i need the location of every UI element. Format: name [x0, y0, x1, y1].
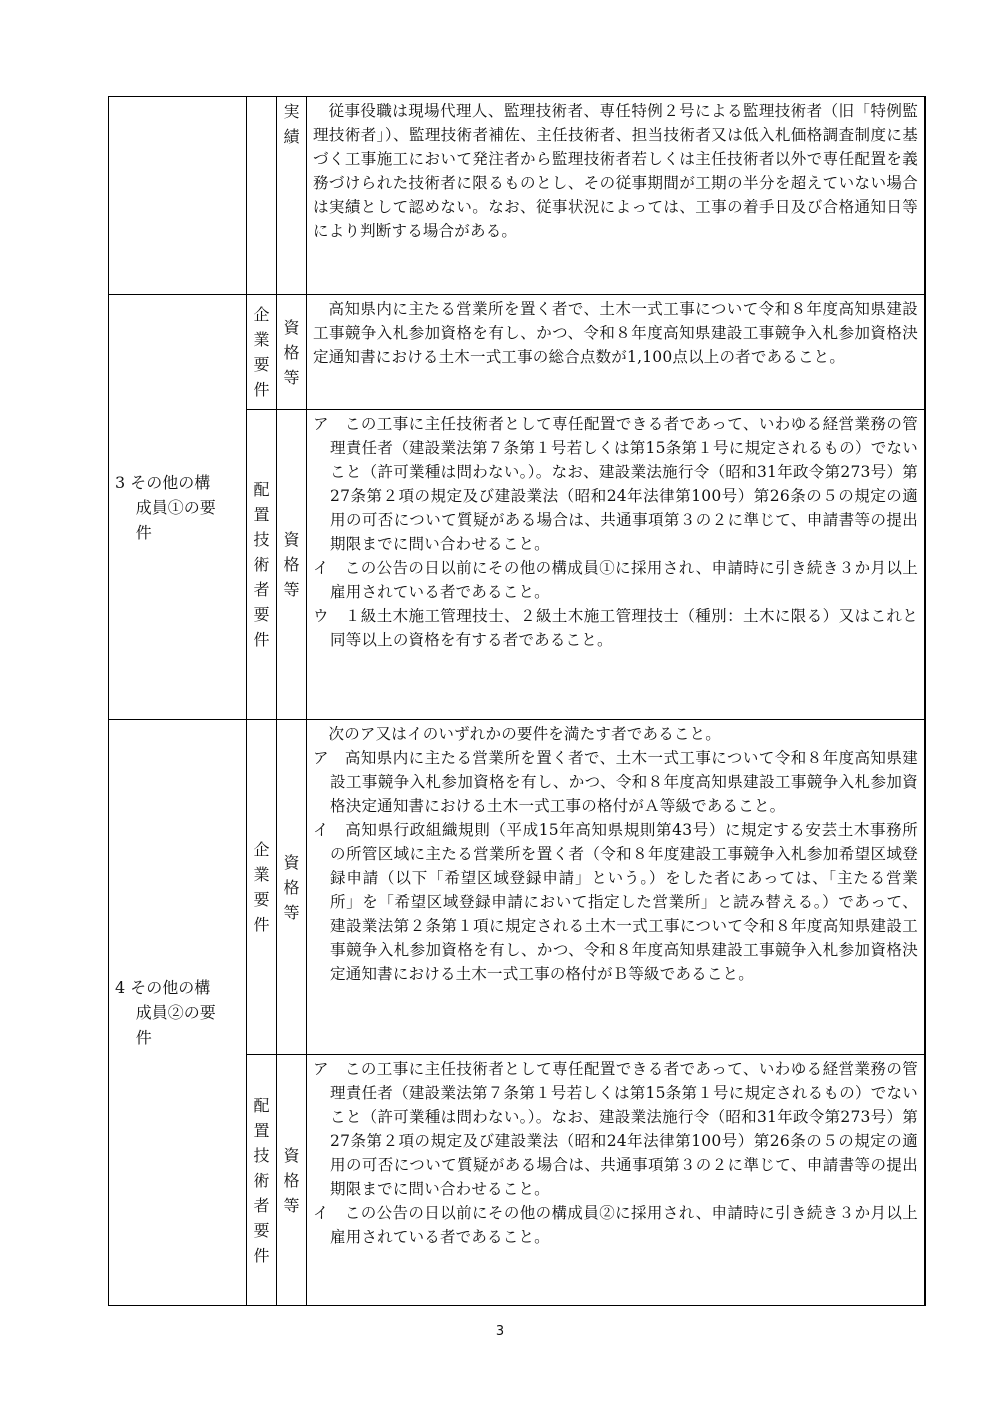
section3-engineer-text-cell — [306, 409, 926, 719]
section3-engineer-item-u: ウ １級土木施工管理技士、２級土木施工管理技士（種別：土木に限る）又はこれと同等以上の資格を有する者であること。 — [313, 607, 918, 649]
section4-engineer-text-cell — [306, 1054, 926, 1306]
section3-engineer-label: 配 置 技 術 者 要 件 — [246, 409, 276, 719]
section4-company-item-a: ア 高知県内に主たる営業所を置く者で、土木一式工事について令和８年度高知県建設工事競争入札参加資格を有し、かつ、令和８年度高知県建設工事競争入札参加資格決定通知書における土木一式工事の格付がＡ等級であること。 — [313, 749, 918, 815]
section4-company-sublabel: 資 格 等 — [276, 719, 306, 1054]
section4-company-text-cell — [306, 719, 926, 1054]
section4-engineer-sublabel: 資 格 等 — [276, 1054, 306, 1306]
jisseki-text: 従事役職は現場代理人、監理技術者、専任特例２号による監理技術者（旧「特例監理技術者」）、監理技術者補佐、主任技術者、担当技術者又は低入札価格調査制度に基づく工事施工において発注者から監理技術者若しくは主任技術者以外で専任配置を義務づけられた技術者に限るものとし、その従事期間が工期の半分を超えていない場合は実績として認めない。なお、従事状況によっては、工事の着手日及び合格通知日等により判断する場合がある。 — [313, 102, 918, 240]
page-number: 3 — [495, 1324, 505, 1339]
section3-company-text: 高知県内に主たる営業所を置く者で、土木一式工事について令和８年度高知県建設工事競争入札参加資格を有し、かつ、令和８年度高知県建設工事競争入札参加資格決定通知書における土木一式工事の総合点数が1,100点以上の者であること。 — [313, 300, 918, 366]
section4-engineer-item-a: ア この工事に主任技術者として専任配置できる者であって、いわゆる経営業務の管理責任者（建設業法第７条第１号若しくは第15条第１号に規定されるもの）でないこと（許可業種は問わない。）。なお、建設業法施行令（昭和31年政令第273号）第27条第２項の規定及び建設業法（昭和24年法律第100号）第26条の５の規定の適用の可否について質疑がある場合は、共通事項第３の２に準じて、申請書等の提出期限までに問い合わせること。 — [313, 1060, 918, 1198]
section3-company-sublabel: 資 格 等 — [276, 294, 306, 409]
section4-engineer-label: 配 置 技 術 者 要 件 — [246, 1054, 276, 1306]
jisseki-text-cell — [306, 96, 926, 294]
section3-company-text-cell — [306, 294, 926, 409]
requirements-table — [108, 96, 926, 1306]
section3-engineer-sublabel: 資 格 等 — [276, 409, 306, 719]
section-label-empty — [108, 96, 246, 294]
category-label-empty — [246, 96, 276, 294]
section4-engineer-item-i: イ この公告の日以前にその他の構成員②に採用され、申請時に引き続き３か月以上雇用されている者であること。 — [313, 1204, 918, 1246]
section3-engineer-item-i: イ この公告の日以前にその他の構成員①に採用され、申請時に引き続き３か月以上雇用されている者であること。 — [313, 559, 918, 601]
section3-engineer-item-a: ア この工事に主任技術者として専任配置できる者であって、いわゆる経営業務の管理責任者（建設業法第７条第１号若しくは第15条第１号に規定されるもの）でないこと（許可業種は問わない。）。なお、建設業法施行令（昭和31年政令第273号）第27条第２項の規定及び建設業法（昭和24年法律第100号）第26条の５の規定の適用の可否について質疑がある場合は、共通事項第３の２に準じて、申請書等の提出期限までに問い合わせること。 — [313, 415, 918, 553]
section4-company-label: 企 業 要 件 — [246, 719, 276, 1054]
section4-company-item-i: イ 高知県行政組織規則（平成15年高知県規則第43号）に規定する安芸土木事務所の所管区域に主たる営業所を置く者（令和８年度建設工事競争入札参加希望区域登録申請（以下「希望区域登録申請」という。）をした者にあっては、「主たる営業所」を「希望区域登録申請において指定した営業所」と読み替える。）であって、建設業法第２条第１項に規定される土木一式工事について令和８年度高知県建設工事競争入札参加資格を有し、かつ、令和８年度高知県建設工事競争入札参加資格決定通知書における土木一式工事の格付がＢ等級であること。 — [313, 821, 918, 983]
section3-company-label: 企 業 要 件 — [246, 294, 276, 409]
section3-label: 3 その他の構 成員①の要 件 — [108, 294, 246, 719]
section4-label: 4 その他の構 成員②の要 件 — [108, 719, 246, 1306]
section4-company-intro: 次のア又はイのいずれかの要件を満たす者であること。 — [328, 725, 722, 743]
label-jisseki: 実 績 — [276, 96, 306, 294]
